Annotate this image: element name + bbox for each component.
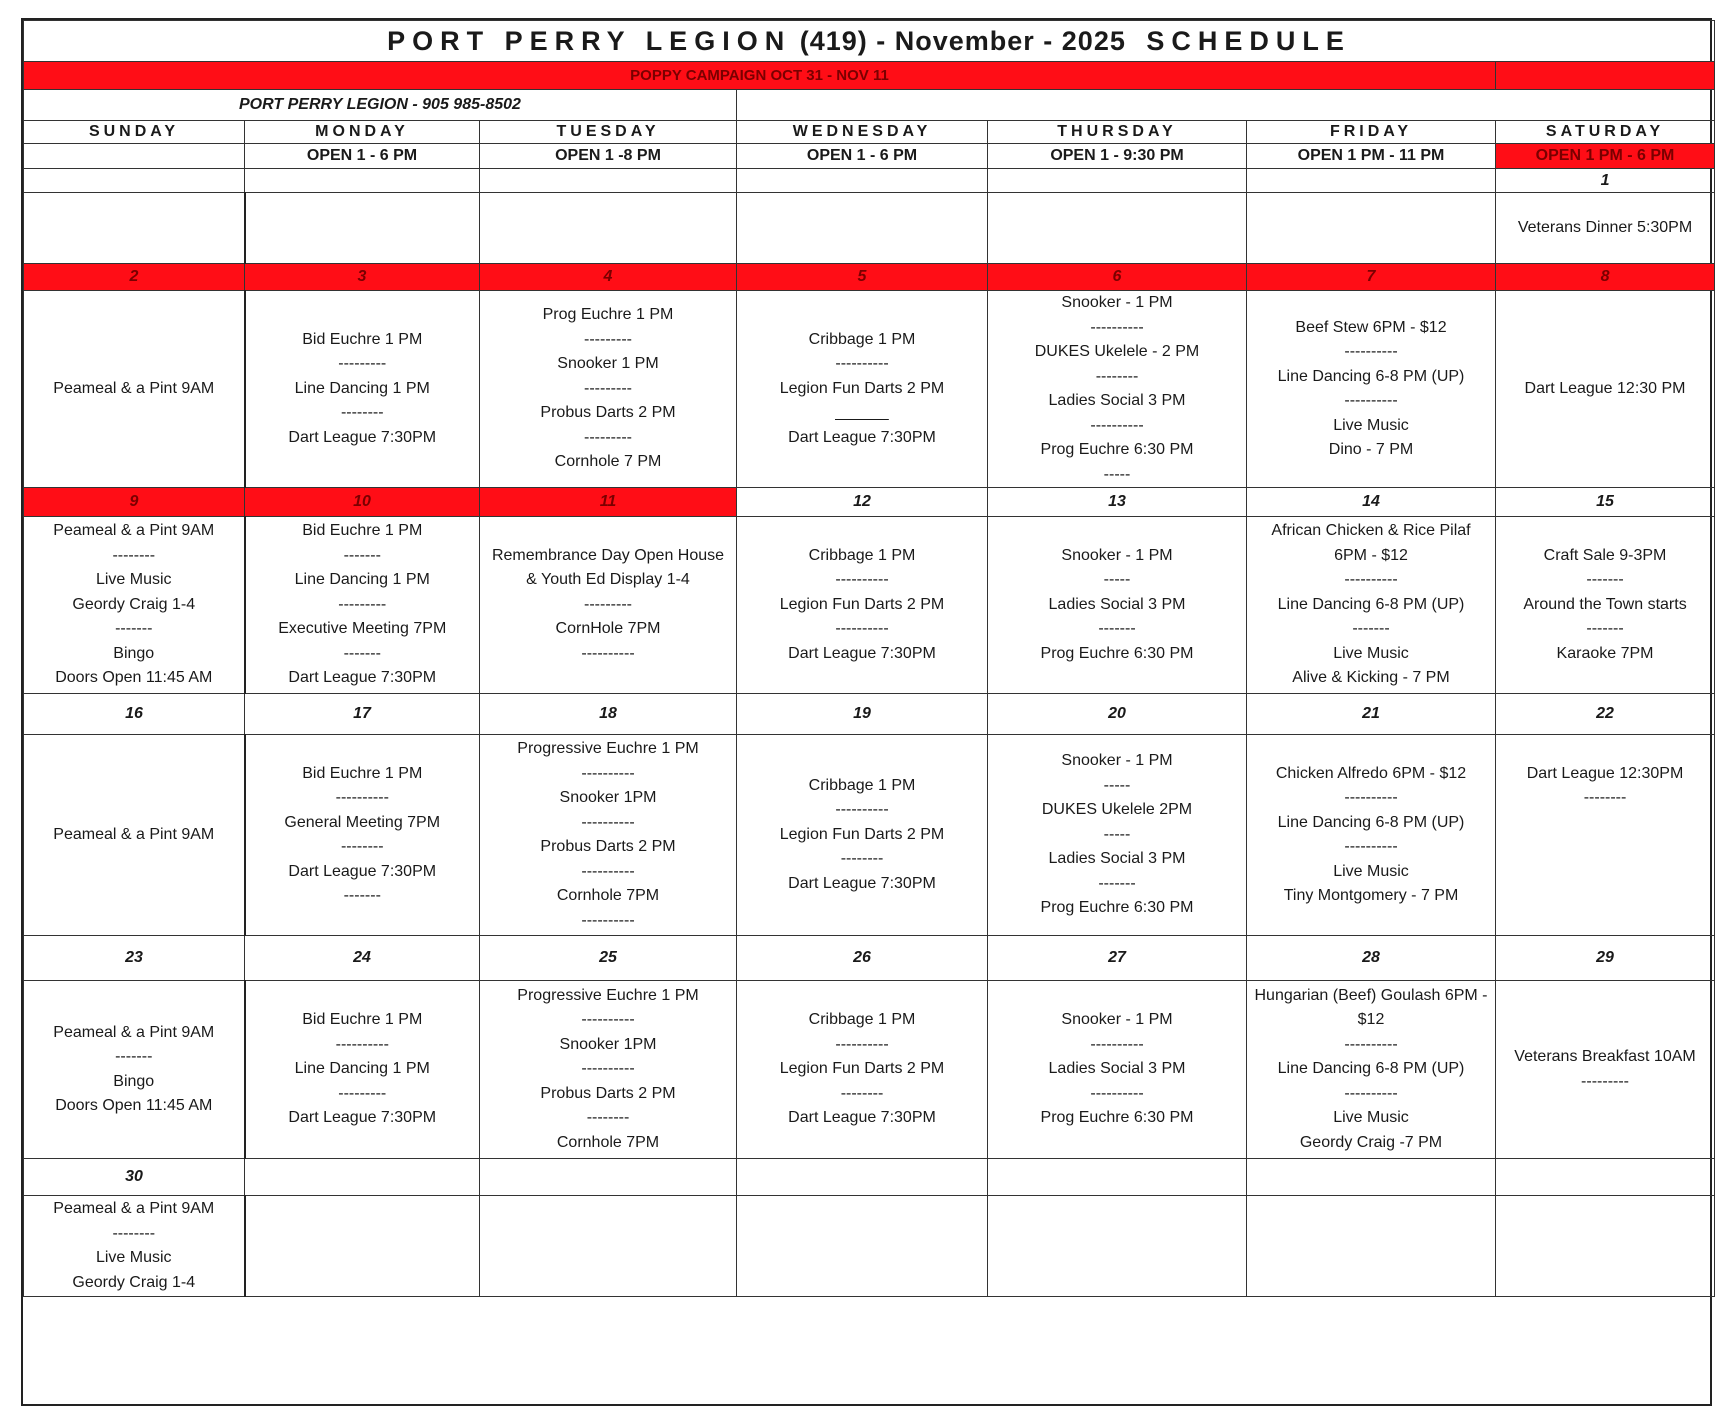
separator-line: ------- <box>343 644 381 662</box>
day-events-cell <box>988 981 1247 1159</box>
event-line: Legion Fun Darts 2 PM <box>779 379 945 397</box>
day-events-cell <box>737 1196 988 1297</box>
day-number <box>737 1159 988 1196</box>
day-number: 23 <box>24 936 245 981</box>
event-line: Cornhole 7PM <box>556 887 660 904</box>
separator-line: ------- <box>343 887 381 904</box>
hours-tuesday: OPEN 1 -8 PM <box>480 144 737 169</box>
event-line: Probus Darts 2 PM <box>540 838 676 855</box>
day-number: 15 <box>1496 488 1715 517</box>
event-line: Chicken Alfredo 6PM - $12 <box>1275 764 1467 782</box>
day-events-cell <box>988 291 1247 488</box>
event-line: Prog Euchre 6:30 PM <box>1040 441 1194 458</box>
day-number: 14 <box>1247 488 1496 517</box>
separator-line: -------- <box>112 546 156 564</box>
weekday-wednesday: WEDNESDAY <box>737 121 988 144</box>
separator-line: -------- <box>340 838 384 855</box>
day-events-cell <box>1247 1196 1496 1297</box>
event-line: Bingo <box>113 644 155 662</box>
separator-line: ---------- <box>1090 318 1144 336</box>
day-events-cell <box>24 517 245 694</box>
event-line: Prog Euchre 6:30 PM <box>1040 644 1194 662</box>
event-line: Peameal & a Pint 9AM <box>53 522 215 540</box>
event-line: Live Music <box>1333 644 1409 662</box>
title-suffix: SCHEDULE <box>1146 25 1351 56</box>
separator-line: ---------- <box>1344 392 1398 409</box>
separator-line: ------- <box>1352 620 1390 638</box>
event-line: Peameal & a Pint 9AM <box>53 1200 215 1217</box>
event-line: DUKES Ukelele 2PM <box>1041 801 1193 819</box>
day-number: 26 <box>737 936 988 981</box>
day-number <box>1247 169 1496 193</box>
day-number: 20 <box>988 694 1247 735</box>
day-number: 18 <box>480 694 737 735</box>
date-row <box>24 488 1715 517</box>
separator-line: --------- <box>1581 1072 1629 1090</box>
separator-line: ---------- <box>1344 838 1398 855</box>
day-number: 12 <box>737 488 988 517</box>
event-line: Legion Fun Darts 2 PM <box>779 825 945 843</box>
event-line <box>1496 811 1714 836</box>
separator-line: ---------- <box>835 571 889 589</box>
event-line: Line Dancing 6-8 PM (UP) <box>1277 595 1465 613</box>
separator-line: ---------- <box>581 911 635 929</box>
event-line: Ladies Social 3 PM <box>1048 1060 1186 1078</box>
event-line: Geordy Craig -7 PM <box>1299 1133 1443 1151</box>
contact-blank <box>737 90 1715 121</box>
separator-line: ______ <box>835 404 889 422</box>
day-number: 22 <box>1496 694 1715 735</box>
separator-line: ---------- <box>581 1060 635 1078</box>
day-events-cell <box>245 735 480 936</box>
separator-line: --------- <box>584 595 632 613</box>
contact-phone: PORT PERRY LEGION - 905 985-8502 <box>24 90 737 121</box>
day-number <box>988 169 1247 193</box>
event-line: Bid Euchre 1 PM <box>302 1011 423 1029</box>
event-line: Remembrance Day Open House <box>491 546 725 564</box>
opening-hours-row <box>24 144 1715 169</box>
separator-line: ------- <box>1098 620 1136 638</box>
event-line: Tiny Montgomery - 7 PM <box>1283 887 1459 904</box>
day-number: 17 <box>245 694 480 735</box>
separator-line: --------- <box>338 595 387 613</box>
day-events-cell <box>1496 291 1715 488</box>
events-row <box>24 193 1715 264</box>
event-line: DUKES Ukelele - 2 PM <box>1034 343 1200 360</box>
event-line: Snooker - 1 PM <box>1061 546 1173 564</box>
title-prefix: PORT PERRY LEGION <box>387 25 792 56</box>
separator-line: ---------- <box>835 620 889 638</box>
day-events-cell <box>245 1196 480 1297</box>
separator-line: --------- <box>584 379 632 397</box>
separator-line: -------- <box>840 850 884 868</box>
hours-sunday <box>24 144 245 169</box>
weekday-thursday: THURSDAY <box>988 121 1247 144</box>
day-events-cell <box>245 517 480 694</box>
hours-thursday: OPEN 1 - 9:30 PM <box>988 144 1247 169</box>
event-line: Peameal & a Pint 9AM <box>53 1023 215 1041</box>
event-line: Snooker 1 PM <box>557 355 659 373</box>
separator-line: ---------- <box>335 1035 389 1053</box>
day-events-cell <box>1496 1196 1715 1297</box>
weekday-sunday: SUNDAY <box>24 121 245 144</box>
event-line: Dart League 7:30PM <box>288 669 437 687</box>
date-row <box>24 936 1715 981</box>
event-line: Peameal & a Pint 9AM <box>53 825 215 843</box>
date-row <box>24 694 1715 735</box>
day-number: 4 <box>480 264 737 291</box>
day-number <box>24 169 245 193</box>
title-mid: (419) - November - 2025 <box>799 25 1126 56</box>
event-line: Probus Darts 2 PM <box>540 1084 676 1102</box>
event-line: Line Dancing 6-8 PM (UP) <box>1277 813 1465 831</box>
separator-line: ---------- <box>335 789 389 806</box>
date-row <box>24 1159 1715 1196</box>
separator-line: ------- <box>115 620 153 638</box>
separator-line: --------- <box>338 1084 387 1102</box>
event-line: Dart League 12:30PM <box>1526 764 1684 782</box>
event-line: Dart League 12:30 PM <box>1524 379 1686 397</box>
event-line: African Chicken & Rice Pilaf <box>1271 522 1471 540</box>
weekday-friday: FRIDAY <box>1247 121 1496 144</box>
day-number <box>480 1159 737 1196</box>
event-line: Snooker - 1 PM <box>1061 294 1173 311</box>
day-number: 29 <box>1496 936 1715 981</box>
day-events-cell <box>480 1196 737 1297</box>
event-line: Prog Euchre 1 PM <box>542 306 674 324</box>
separator-line: -------- <box>340 404 384 422</box>
day-events-cell <box>24 291 245 488</box>
schedule-sheet <box>21 18 1712 1406</box>
event-line: Craft Sale 9-3PM <box>1543 546 1667 564</box>
event-line: Doors Open 11:45 AM <box>55 1097 213 1114</box>
day-number <box>480 169 737 193</box>
separator-line: ----- <box>1103 825 1131 843</box>
day-number <box>1496 1159 1715 1196</box>
event-line: Line Dancing 1 PM <box>294 1060 430 1078</box>
separator-line: ----- <box>1103 571 1131 589</box>
event-line <box>1496 884 1714 909</box>
schedule-table <box>23 20 1715 1297</box>
day-events-cell <box>1496 981 1715 1159</box>
date-row <box>24 264 1715 291</box>
separator-line: ---------- <box>581 764 635 782</box>
separator-line: ---------- <box>1344 571 1398 589</box>
event-line <box>1496 860 1714 885</box>
event-line: 6PM - $12 <box>1334 546 1408 564</box>
weekday-tuesday: TUESDAY <box>480 121 737 144</box>
event-line: Dino - 7 PM <box>1328 441 1414 458</box>
separator-line: ---------- <box>1090 1035 1144 1053</box>
event-line: Dart League 7:30PM <box>788 874 936 892</box>
day-events-cell <box>1247 291 1496 488</box>
day-number <box>737 169 988 193</box>
event-line: Geordy Craig 1-4 <box>72 595 196 613</box>
day-events-cell <box>737 735 988 936</box>
events-row <box>24 1196 1715 1297</box>
date-row <box>24 169 1715 193</box>
event-line: Live Music <box>95 1249 172 1266</box>
event-line: Alive & Kicking - 7 PM <box>1292 669 1450 687</box>
event-line: & Youth Ed Display 1-4 <box>526 571 690 589</box>
separator-line: ------- <box>1586 620 1624 638</box>
day-events-cell <box>24 735 245 936</box>
event-line: Prog Euchre 6:30 PM <box>1040 899 1194 917</box>
separator-line: --------- <box>584 330 632 348</box>
weekday-saturday: SATURDAY <box>1496 121 1715 144</box>
event-line: Karaoke 7PM <box>1556 644 1654 662</box>
day-events-cell <box>1247 517 1496 694</box>
separator-line: ---------- <box>1344 343 1398 360</box>
day-number: 30 <box>24 1159 245 1196</box>
day-number: 3 <box>245 264 480 291</box>
day-number: 8 <box>1496 264 1715 291</box>
event-line: Progressive Euchre 1 PM <box>517 986 699 1004</box>
separator-line: ---------- <box>1344 1035 1398 1053</box>
separator-line: ------- <box>1586 571 1624 589</box>
day-events-cell <box>737 517 988 694</box>
day-number: 28 <box>1247 936 1496 981</box>
events-row <box>24 735 1715 936</box>
separator-line: ----- <box>1103 465 1131 483</box>
day-number: 19 <box>737 694 988 735</box>
event-line: Dart League 7:30PM <box>288 428 437 446</box>
day-events-cell <box>737 981 988 1159</box>
separator-line: ---------- <box>835 1035 889 1053</box>
day-events-cell <box>988 517 1247 694</box>
day-events-cell <box>988 193 1247 264</box>
day-events-cell <box>24 193 245 264</box>
separator-line: ------- <box>1098 874 1136 892</box>
weekday-monday: MONDAY <box>245 121 480 144</box>
day-events-cell <box>737 291 988 488</box>
event-line: Ladies Social 3 PM <box>1048 850 1186 868</box>
event-line: Live Music <box>95 571 172 589</box>
event-line: Legion Fun Darts 2 PM <box>779 595 945 613</box>
day-number: 11 <box>480 488 737 517</box>
event-line: Progressive Euchre 1 PM <box>517 740 699 757</box>
day-number: 16 <box>24 694 245 735</box>
event-line: Dart League 7:30PM <box>288 862 437 880</box>
day-events-cell <box>988 735 1247 936</box>
event-line: Snooker 1PM <box>559 789 657 806</box>
event-line: Prog Euchre 6:30 PM <box>1040 1109 1194 1127</box>
event-line <box>1496 835 1714 860</box>
separator-line: -------- <box>1095 367 1139 385</box>
day-number: 5 <box>737 264 988 291</box>
separator-line: ---------- <box>1090 416 1144 434</box>
day-events-cell <box>480 735 737 936</box>
banner-end-cell <box>1496 62 1715 90</box>
separator-line: ---------- <box>835 355 889 373</box>
event-line: Cribbage 1 PM <box>808 330 916 348</box>
day-number: 24 <box>245 936 480 981</box>
hours-wednesday: OPEN 1 - 6 PM <box>737 144 988 169</box>
day-number: 9 <box>24 488 245 517</box>
day-number: 7 <box>1247 264 1496 291</box>
day-events-cell <box>1247 735 1496 936</box>
event-line: Dart League 7:30PM <box>788 644 936 662</box>
event-line: Bid Euchre 1 PM <box>302 764 423 782</box>
separator-line: ---------- <box>581 644 635 662</box>
event-line: Beef Stew 6PM - $12 <box>1295 318 1447 336</box>
event-line: Line Dancing 1 PM <box>294 571 430 589</box>
separator-line: --------- <box>584 428 632 446</box>
day-number: 1 <box>1496 169 1715 193</box>
events-row <box>24 291 1715 488</box>
event-line: Ladies Social 3 PM <box>1048 595 1186 613</box>
hours-saturday: OPEN 1 PM - 6 PM <box>1496 144 1715 169</box>
day-number: 6 <box>988 264 1247 291</box>
day-number: 13 <box>988 488 1247 517</box>
event-line: Peameal & a Pint 9AM <box>53 379 215 397</box>
event-line: Live Music <box>1333 1109 1409 1127</box>
separator-line: -------- <box>586 1109 630 1127</box>
day-events-cell <box>1247 193 1496 264</box>
event-line: Line Dancing 6-8 PM (UP) <box>1277 367 1465 385</box>
day-events-cell <box>480 517 737 694</box>
event-line: Hungarian (Beef) Goulash 6PM - <box>1254 986 1488 1004</box>
event-line: Live Music <box>1333 862 1409 880</box>
event-line: Veterans Breakfast 10AM <box>1514 1048 1696 1065</box>
event-line: Veterans Dinner 5:30PM <box>1517 218 1693 236</box>
event-line: Ladies Social 3 PM <box>1048 392 1186 409</box>
day-number <box>245 169 480 193</box>
hours-friday: OPEN 1 PM - 11 PM <box>1247 144 1496 169</box>
separator-line: ---------- <box>1344 1084 1398 1102</box>
weekday-header-row <box>24 121 1715 144</box>
event-line: Snooker - 1 PM <box>1061 752 1173 770</box>
event-line: Snooker 1PM <box>559 1035 657 1053</box>
day-events-cell <box>1247 981 1496 1159</box>
event-line: Around the Town starts <box>1523 595 1687 613</box>
day-number: 25 <box>480 936 737 981</box>
day-number <box>988 1159 1247 1196</box>
separator-line: --------- <box>338 355 387 373</box>
separator-line: ------- <box>343 546 381 564</box>
event-line: $12 <box>1357 1011 1385 1029</box>
event-line: Bingo <box>113 1072 155 1090</box>
event-line: Legion Fun Darts 2 PM <box>779 1060 945 1078</box>
day-number: 27 <box>988 936 1247 981</box>
separator-line: ---------- <box>1344 789 1398 806</box>
events-row <box>24 517 1715 694</box>
day-number: 2 <box>24 264 245 291</box>
event-line: Bid Euchre 1 PM <box>302 330 423 348</box>
events-row <box>24 981 1715 1159</box>
day-events-cell <box>1496 735 1715 936</box>
event-line: Executive Meeting 7PM <box>278 620 447 638</box>
separator-line: ---------- <box>581 1011 635 1029</box>
event-line: Cornhole 7 PM <box>554 453 662 471</box>
event-line: CornHole 7PM <box>555 620 661 638</box>
separator-line: ----- <box>1103 776 1131 794</box>
day-events-cell <box>24 981 245 1159</box>
day-number <box>1247 1159 1496 1196</box>
day-events-cell <box>480 981 737 1159</box>
hours-monday: OPEN 1 - 6 PM <box>245 144 480 169</box>
day-events-cell <box>988 1196 1247 1297</box>
event-line: Geordy Craig 1-4 <box>72 1273 196 1291</box>
event-line: Cornhole 7PM <box>556 1133 660 1151</box>
event-line: Dart League 7:30PM <box>788 428 936 446</box>
day-events-cell <box>1496 517 1715 694</box>
day-events-cell <box>480 193 737 264</box>
day-events-cell <box>737 193 988 264</box>
page-title <box>24 21 1715 62</box>
separator-line: ---------- <box>1090 1084 1144 1102</box>
separator-line: ---------- <box>581 862 635 880</box>
event-line: Live Music <box>1333 416 1409 434</box>
event-line: Dart League 7:30PM <box>788 1109 936 1127</box>
separator-line: ------- <box>115 1048 153 1065</box>
event-line: Bid Euchre 1 PM <box>302 522 423 540</box>
event-line: Cribbage 1 PM <box>808 776 916 794</box>
event-line: Probus Darts 2 PM <box>540 404 676 422</box>
event-line: General Meeting 7PM <box>284 813 441 831</box>
event-line: Cribbage 1 PM <box>808 546 916 564</box>
event-line: Line Dancing 1 PM <box>294 379 430 397</box>
event-line: Line Dancing 6-8 PM (UP) <box>1277 1060 1465 1078</box>
separator-line: -------- <box>112 1224 156 1242</box>
day-events-cell <box>1496 193 1715 264</box>
event-line: Dart League 7:30PM <box>288 1109 437 1127</box>
day-events-cell <box>245 981 480 1159</box>
day-number: 21 <box>1247 694 1496 735</box>
separator-line: -------- <box>1583 789 1627 806</box>
day-events-cell <box>245 291 480 488</box>
separator-line: -------- <box>840 1084 884 1102</box>
day-events-cell <box>480 291 737 488</box>
day-events-cell <box>245 193 480 264</box>
event-line: Doors Open 11:45 AM <box>55 669 213 687</box>
poppy-campaign-banner: POPPY CAMPAIGN OCT 31 - NOV 11 <box>24 62 1496 90</box>
event-line: Snooker - 1 PM <box>1061 1011 1173 1029</box>
separator-line: ---------- <box>581 813 635 831</box>
day-events-cell <box>24 1196 245 1297</box>
day-number: 10 <box>245 488 480 517</box>
event-line: Cribbage 1 PM <box>808 1011 916 1029</box>
separator-line: ---------- <box>835 801 889 819</box>
day-number <box>245 1159 480 1196</box>
